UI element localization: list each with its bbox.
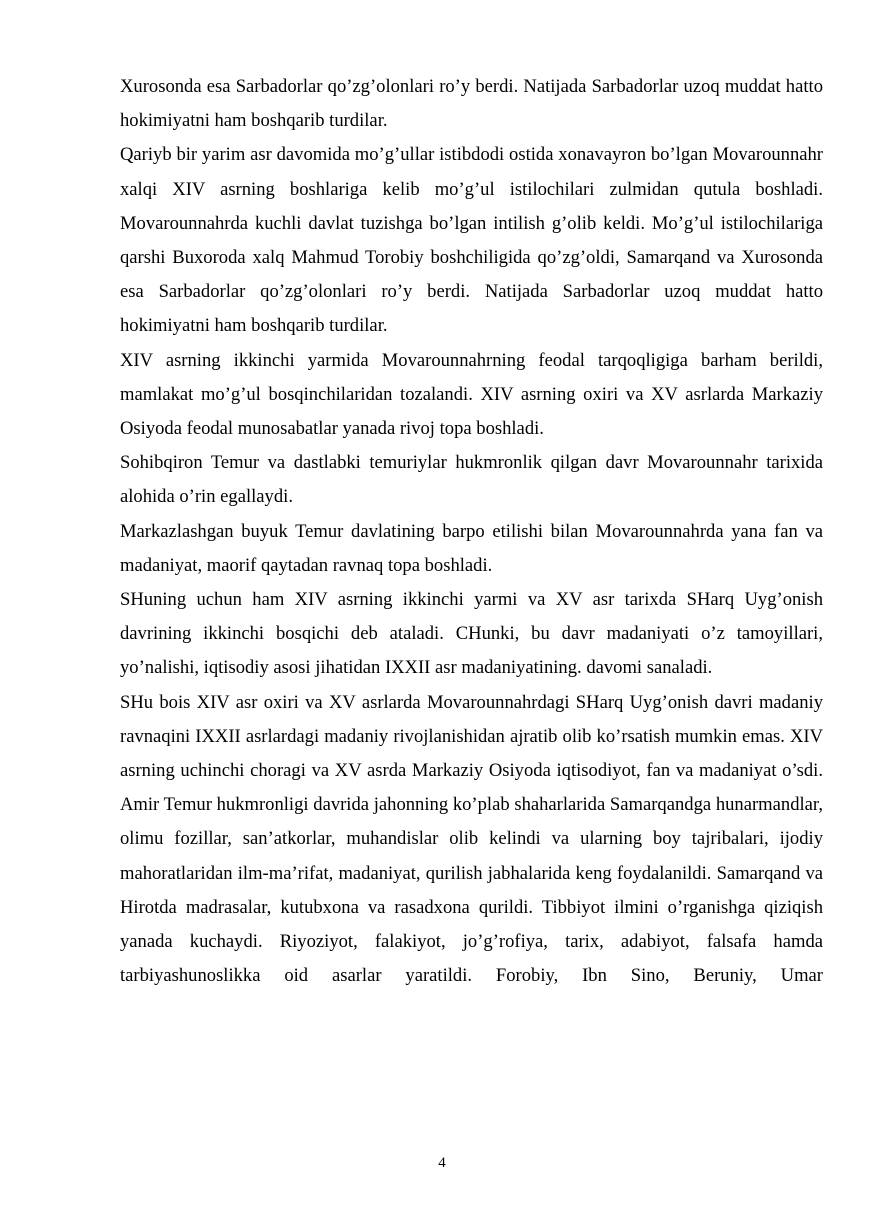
paragraph-4: Sohibqiron Temur va dastlabki temuriylar hukmronlik qilgan davr Movarounnahr tarixida alohida o’rin egallaydi. bbox=[120, 452, 823, 508]
paragraph-7: SHu bois XIV asr oxiri va XV asrlarda Movarounnahrdagi SHarq Uyg’onish davri madaniy ravnaqini IXXII asrlardagi madaniy rivojlanishidan ajratib olib ko’rsatish mumkin emas. XIV asrning uchinchi choragi va XV asrda Markaziy Osiyoda iqtisodiyot, fan va madaniyat o’sdi. Amir Temur hukmronligi davrida jahonning ko’plab shaharlarida Samarqandga hunarmandlar, olimu fozillar, san’atkorlar, muhandislar olib kelindi va ularning boy tajribalari, ijodiy mahoratlaridan ilm-ma’rifat, madaniyat, qurilish jabhalarida keng foydalanildi. Samarqand va Hirotda madrasalar, kutubxona va rasadxona qurildi. Tibbiyot ilmini o’rganishga qiziqish yanada kuchaydi. Riyoziyot, falakiyot, jo’g’rofiya, tarix, adabiyot, falsafa hamda tarbiyashunoslikka oid asarlar yaratildi. Forobiy, Ibn Sino, Beruniy, Umar bbox=[120, 691, 823, 987]
page-number: 4 bbox=[438, 1155, 446, 1171]
paragraph-2: Qariyb bir yarim asr davomida mo’g’ullar istibdodi ostida xonavayron bo’lgan Movarounnahr xalqi XIV asrning boshlariga kelib mo’g’ul istilochilari zulmidan qutula boshladi. Movarounnahrda kuchli davlat tuzishga bo’lgan intilish g’olib keldi. Mo’g’ul istilochilariga qarshi Buxoroda xalq Mahmud Torobiy boshchiligida qo’zg’oldi, Samarqand va Xurosonda esa Sarbadorlar qo’zg’olonlari ro’y berdi. Natijada Sarbadorlar uzoq muddat hatto hokimiyatni ham boshqarib turdilar. bbox=[120, 144, 823, 337]
paragraph-6: SHuning uchun ham XIV asrning ikkinchi yarmi va XV asr tarixda SHarq Uyg’onish davrining ikkinchi bosqichi deb ataladi. CHunki, bu davr madaniyati o’z tamoyillari, yo’nalishi, iqtisodiy asosi jihatidan IXXII asr madaniyatining. davomi sanaladi. bbox=[120, 589, 823, 679]
paragraph-1: Xurosonda esa Sarbadorlar qo’zg’olonlari ro’y berdi. Natijada Sarbadorlar uzoq muddat hatto hokimiyatni ham boshqarib turdilar. bbox=[120, 76, 823, 132]
paragraph-5: Markazlashgan buyuk Temur davlatining barpo etilishi bilan Movarounnahrda yana fan va madaniyat, maorif qaytadan ravnaq topa boshladi. bbox=[120, 520, 823, 576]
document-body bbox=[120, 70, 823, 993]
paragraph-3: XIV asrning ikkinchi yarmida Movarounnahrning feodal tarqoqligiga barham berildi, mamlakat mo’g’ul bosqinchilaridan tozalandi. XIV asrning oxiri va XV asrlarda Markaziy Osiyoda feodal munosabatlar yanada rivoj topa boshladi. bbox=[120, 349, 823, 440]
